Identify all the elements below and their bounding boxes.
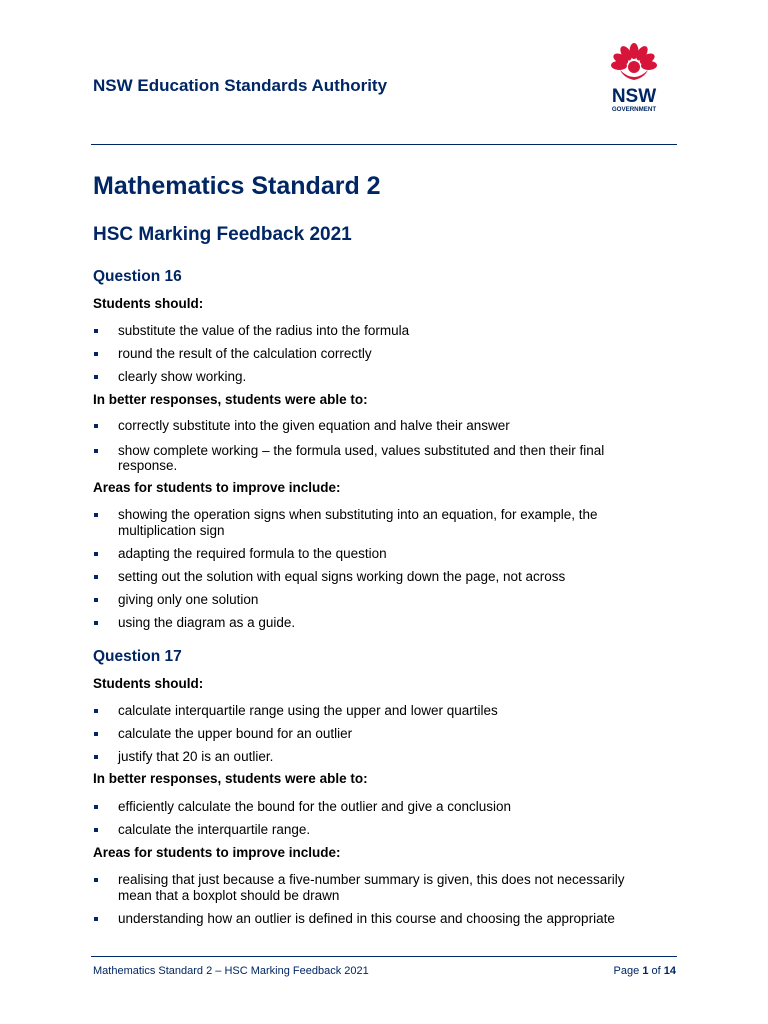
q17-better-heading: In better responses, students were able to: — [93, 771, 368, 786]
page-total: 14 — [663, 965, 676, 977]
list-item: calculate the interquartile range. — [93, 822, 653, 838]
list-item: correctly substitute into the given equation and halve their answer — [93, 418, 653, 434]
list-item: calculate interquartile range using the upper and lower quartiles — [93, 703, 653, 719]
footer-divider — [91, 956, 677, 957]
question-16-heading: Question 16 — [93, 268, 182, 285]
page-number — [614, 965, 676, 977]
list-item: using the diagram as a guide. — [93, 615, 653, 631]
page-label: Page — [613, 965, 640, 977]
q17-improve-list — [93, 872, 653, 926]
q17-should-heading: Students should: — [93, 676, 204, 691]
q16-improve-heading: Areas for students to improve include: — [93, 480, 341, 495]
list-item: setting out the solution with equal signs working down the page, not across — [93, 569, 653, 585]
list-item: round the result of the calculation correctly — [93, 346, 653, 362]
list-item: clearly show working. — [93, 369, 653, 385]
header-divider — [91, 144, 677, 145]
list-item: understanding how an outlier is defined in this course and choosing the appropriate — [93, 911, 653, 927]
organization-name: NSW Education Standards Authority — [93, 76, 388, 95]
list-item: justify that 20 is an outlier. — [93, 749, 653, 765]
list-item: realising that just because a five-number summary is given, this does not necessarily mean that a boxplot should be drawn — [93, 872, 653, 903]
logo-subtext: GOVERNMENT — [611, 106, 657, 113]
logo-wordmark: NSW — [611, 86, 657, 107]
question-17-heading: Question 17 — [93, 648, 182, 665]
waratah-icon — [611, 43, 657, 80]
list-item: calculate the upper bound for an outlier — [93, 726, 653, 742]
document-subtitle: HSC Marking Feedback 2021 — [93, 224, 352, 245]
list-item: efficiently calculate the bound for the outlier and give a conclusion — [93, 799, 653, 815]
q17-improve-heading: Areas for students to improve include: — [93, 845, 341, 860]
list-item: adapting the required formula to the question — [93, 546, 653, 562]
q17-better-list — [93, 799, 653, 838]
document-title: Mathematics Standard 2 — [93, 172, 381, 200]
q16-better-heading: In better responses, students were able to: — [93, 392, 368, 407]
footer-document-title: Mathematics Standard 2 – HSC Marking Feedback 2021 — [93, 965, 369, 977]
list-item: showing the operation signs when substituting into an equation, for example, the multiplication sign — [93, 507, 653, 538]
q16-improve-list — [93, 507, 653, 630]
list-item: giving only one solution — [93, 592, 653, 608]
list-item: show complete working – the formula used, values substituted and then their final response. — [93, 443, 653, 474]
q16-better-list — [93, 418, 653, 474]
q17-should-list — [93, 703, 653, 765]
q16-should-heading: Students should: — [93, 296, 204, 311]
list-item: substitute the value of the radius into the formula — [93, 323, 653, 339]
page-current: 1 — [642, 965, 649, 977]
nsw-government-logo — [598, 42, 670, 116]
q16-should-list — [93, 323, 653, 385]
page-of: of — [651, 965, 661, 977]
